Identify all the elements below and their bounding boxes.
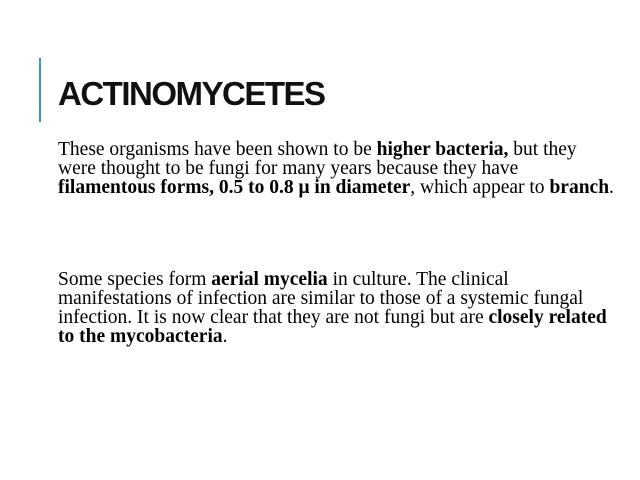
p2-bold-aerial-mycelia: aerial mycelia [211, 269, 328, 290]
p2-text-1: Some species form [58, 269, 212, 290]
p1-bold-filamentous-forms: filamentous forms, 0.5 to 0.8 μ in diameter [58, 177, 411, 198]
title-accent-bar [39, 58, 41, 122]
p2-text-2: in culture. The clinical manifestations of infection are similar to those of a systemic fungal infection. It is now clear that they are not fungi but are [58, 269, 584, 328]
p1-text-1: These organisms have been shown to be [58, 139, 377, 160]
p1-bold-branch: branch [549, 177, 610, 198]
p1-text-4: . [609, 177, 614, 198]
paragraph-higher-bacteria [58, 140, 618, 197]
p1-bold-higher-bacteria: higher bacteria, [376, 139, 509, 160]
p2-text-3: . [222, 326, 228, 347]
p1-text-3: , which appear to [410, 177, 550, 198]
slide-title: ACTINOMYCETES [58, 75, 325, 112]
p2-bold-mycobacteria: closely related to the mycobacteria [58, 307, 607, 347]
p1-text-2: but they were thought to be fungi for many years because they have [58, 139, 577, 179]
paragraph-aerial-mycelia [58, 270, 618, 346]
